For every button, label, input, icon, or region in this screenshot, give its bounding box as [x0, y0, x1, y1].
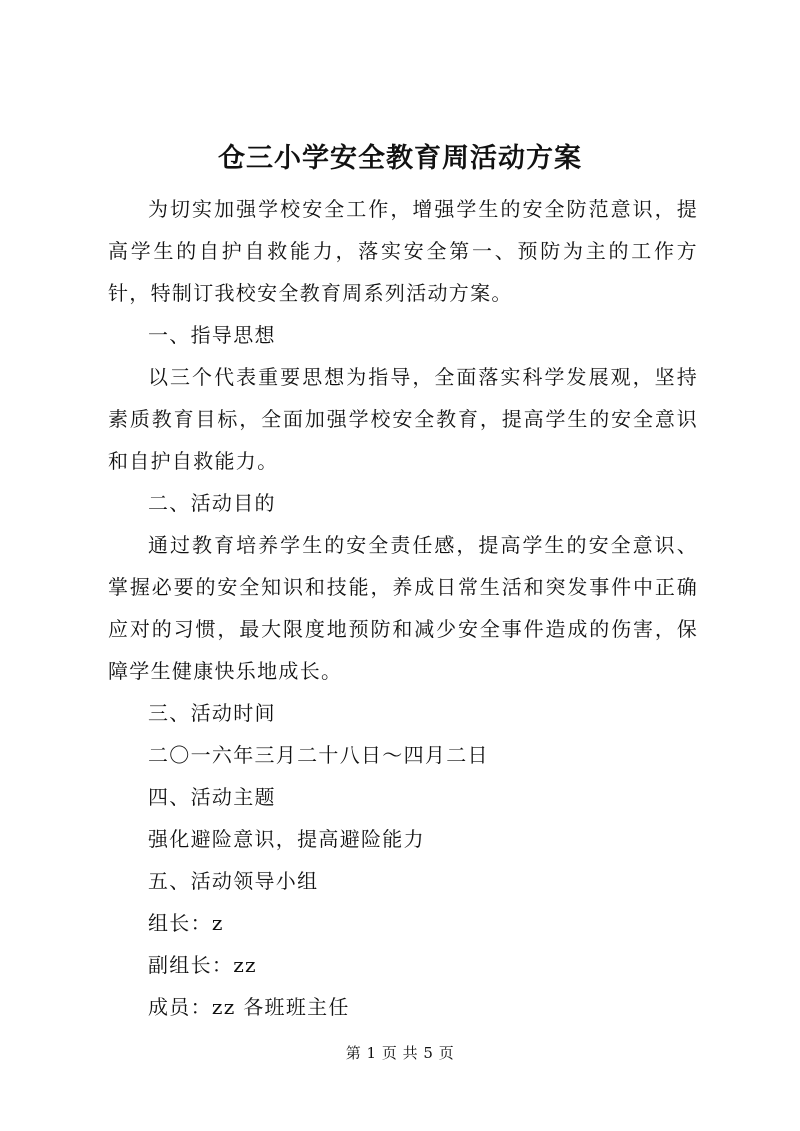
- section-body-guiding-thought: 以三个代表重要思想为指导，全面落实科学发展观，坚持素质教育目标，全面加强学校安全教育，提高学生的安全意识和自护自救能力。: [108, 365, 698, 473]
- section-heading-purpose: 二、活动目的: [148, 491, 276, 515]
- group-members: 成员：zz 各班班主任: [148, 995, 350, 1019]
- section-heading-guiding-thought: 一、指导思想: [148, 323, 276, 347]
- section-heading-time: 三、活动时间: [148, 701, 276, 725]
- section-body-time: 二〇一六年三月二十八日～四月二日: [148, 743, 489, 767]
- group-vice-leader: 副组长：zz: [148, 953, 257, 977]
- document-title: 仓三小学安全教育周活动方案: [218, 143, 582, 174]
- document-body: [108, 188, 698, 1028]
- section-heading-theme: 四、活动主题: [148, 785, 276, 809]
- section-body-purpose: 通过教育培养学生的安全责任感，提高学生的安全意识、掌握必要的安全知识和技能，养成日常生活和突发事件中正确应对的习惯，最大限度地预防和减少安全事件造成的伤害，保障学生健康快乐地成长。: [108, 533, 698, 683]
- intro-paragraph: 为切实加强学校安全工作，增强学生的安全防范意识，提高学生的自护自救能力，落实安全第一、预防为主的工作方针，特制订我校安全教育周系列活动方案。: [108, 197, 698, 305]
- page-footer: 第 1 页 共 5 页: [345, 1044, 455, 1062]
- group-leader: 组长：z: [148, 911, 224, 935]
- section-body-theme: 强化避险意识，提高避险能力: [148, 827, 425, 851]
- section-heading-leadership-group: 五、活动领导小组: [148, 869, 319, 893]
